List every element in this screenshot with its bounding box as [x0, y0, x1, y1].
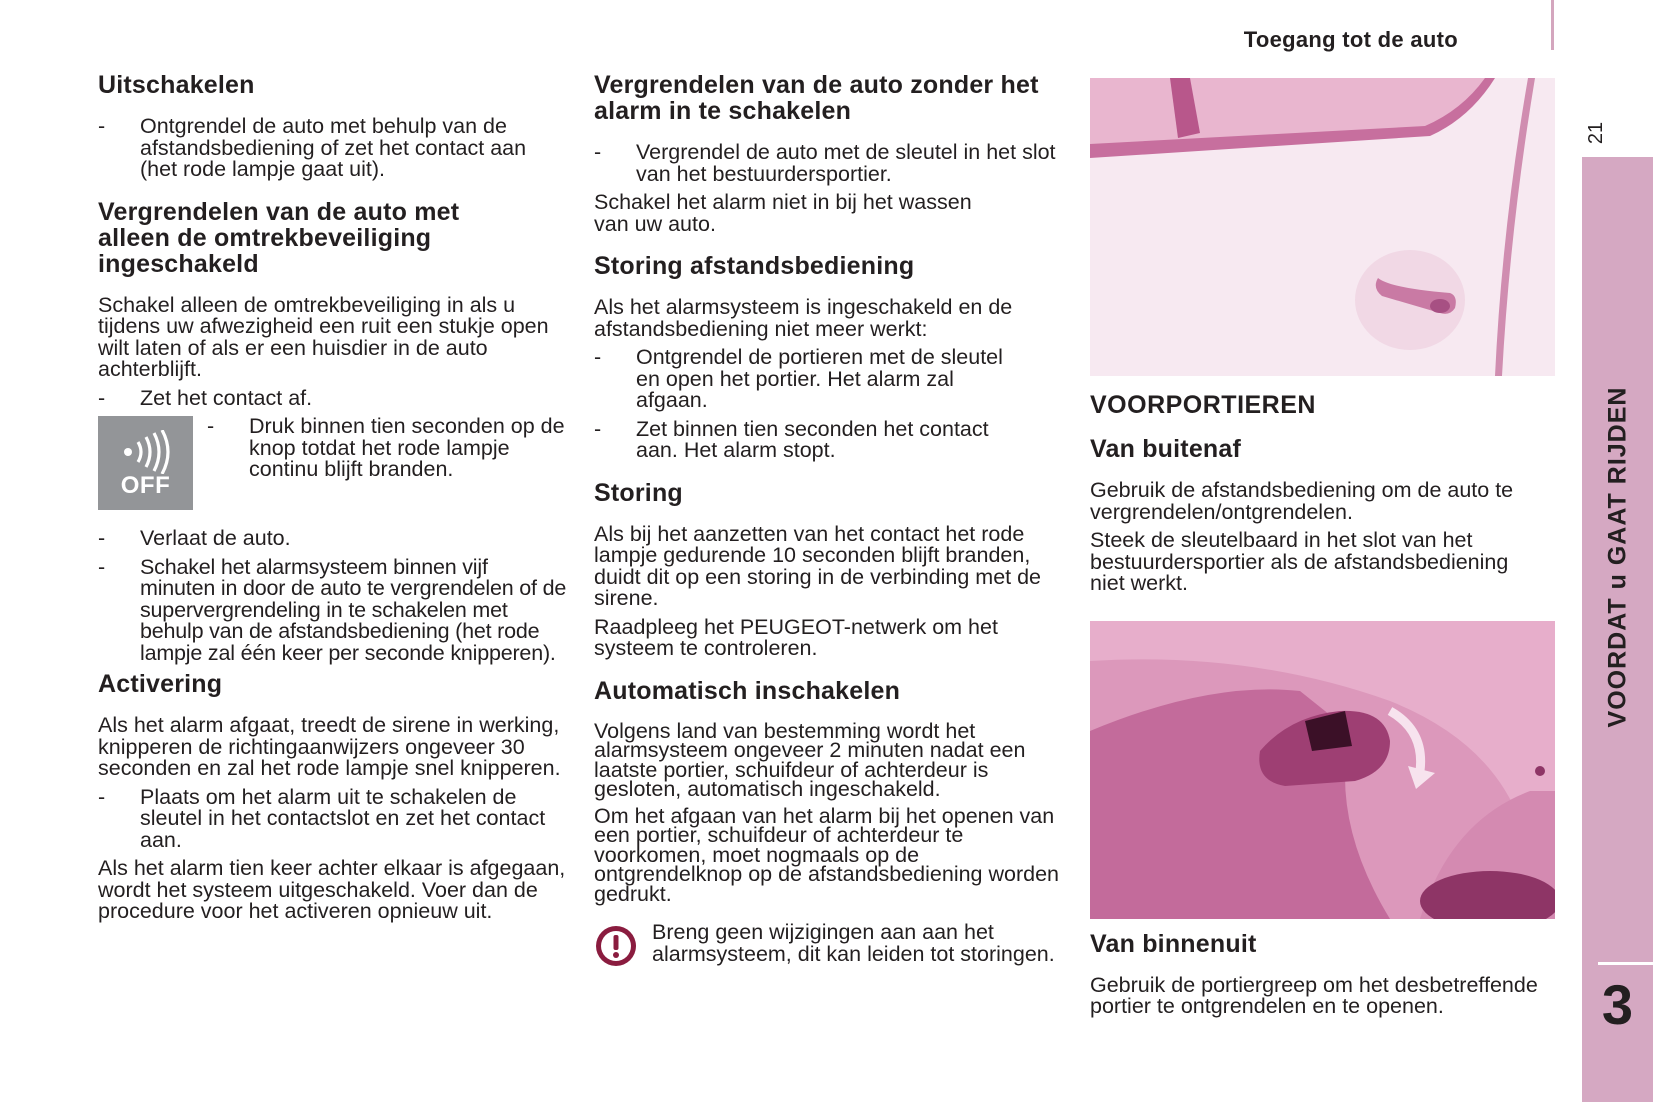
warning-text: Breng geen wijzigingen aan aan het alarmsysteem, dit kan leiden tot storingen.	[652, 920, 1055, 966]
list-item: - Plaats om het alarm uit te schakelen de sleutel in het contactslot en zet het contact aan.	[98, 784, 546, 852]
paragraph: Raadpleeg het PEUGEOT-netwerk om het systeem te controleren.	[594, 614, 998, 660]
paragraph: Als het alarm afgaat, treedt de sirene in werking, knipperen de richtingaanwijzers ongeveer 30 seconden en zal het rode lampje snel knipperen.	[98, 713, 561, 780]
heading-van-buitenaf: Van buitenaf	[1090, 435, 1242, 463]
list-item: - Vergrendel de auto met de sleutel in het slot van het bestuurdersportier.	[594, 140, 1056, 186]
header-divider	[1551, 0, 1554, 50]
paragraph: Steek de sleutelbaard in het slot van het bestuurdersportier als de afstandsbediening niet werkt.	[1090, 528, 1509, 595]
heading-van-binnenuit: Van binnenuit	[1090, 929, 1257, 958]
running-header: Toegang tot de auto	[1243, 27, 1458, 52]
paragraph: Schakel het alarm niet in bij het wassen van uw auto.	[594, 190, 972, 236]
list-item: - Druk binnen tien seconden op de knop totdat het rode lampje continu blijft branden.	[207, 414, 565, 481]
heading-storing-afstandsbediening: Storing afstandsbediening	[594, 252, 915, 280]
paragraph: Als het alarmsysteem is ingeschakeld en de afstandsbediening niet meer werkt:	[594, 295, 1013, 341]
heading-activering: Activering	[98, 670, 223, 698]
list-item: - Verlaat de auto.	[98, 526, 291, 550]
paragraph: Gebruik de afstandsbediening om de auto te vergrendelen/ontgrendelen.	[1090, 478, 1514, 524]
list-item: - Ontgrendel de auto met behulp van de afstandsbediening of zet het contact aan (het rode lampje gaat uit).	[98, 114, 527, 181]
off-label: OFF	[120, 472, 171, 499]
heading-automatisch-inschakelen: Automatisch inschakelen	[594, 676, 901, 705]
off-instruction	[98, 416, 568, 510]
heading-uitschakelen: Uitschakelen	[98, 71, 255, 99]
warning-note	[594, 922, 1064, 968]
door-interior-illustration	[1090, 621, 1555, 919]
door-exterior-illustration	[1090, 78, 1555, 376]
column-middle	[594, 72, 1064, 968]
paragraph: Volgens land van bestemming wordt het alarmsysteem ongeveer 2 minuten nadat een laatste portier, schuifdeur of achterdeur is gesloten, automatisch ingeschakeld.	[594, 718, 1026, 801]
heading-zonder-alarm: Vergrendelen van de auto zonder het alarm in te schakelen	[594, 71, 1039, 125]
chapter-title: VOORDAT u GAAT RIJDEN	[1603, 386, 1631, 728]
chapter-tab-divider	[1598, 962, 1653, 965]
heading-omtrekbeveiliging: Vergrendelen van de auto met alleen de omtrekbeveiliging ingeschakeld	[98, 197, 460, 278]
heading-voorportieren: VOORPORTIEREN	[1090, 391, 1316, 419]
paragraph: Als het alarm tien keer achter elkaar is afgegaan, wordt het systeem uitgeschakeld. Voer dan de procedure voor het activeren opnieuw uit.	[98, 856, 566, 923]
heading-storing: Storing	[594, 478, 683, 507]
page-number: 21	[1585, 121, 1607, 145]
column-right	[1090, 78, 1555, 1018]
list-item: - Ontgrendel de portieren met de sleutel en open het portier. Het alarm zal afgaan.	[594, 345, 1003, 412]
chapter-number: 3	[1601, 973, 1634, 1036]
paragraph: Als bij het aanzetten van het contact het rode lampje gedurende 10 seconden blijft branden, duidt dit op een storing in de verbinding met de sirene.	[594, 521, 1042, 610]
column-left	[98, 72, 568, 923]
chapter-tab	[1582, 157, 1653, 1102]
warning-icon	[594, 924, 638, 968]
alarm-off-button-icon	[98, 416, 193, 510]
list-item: - Zet binnen tien seconden het contact aan. Het alarm stopt.	[594, 416, 989, 462]
list-item: - Zet het contact af.	[98, 385, 313, 410]
paragraph: Gebruik de portiergreep om het desbetreffende portier te ontgrendelen en te openen.	[1090, 972, 1538, 1018]
list-item: - Schakel het alarmsysteem binnen vijf minuten in door de auto te vergrendelen of de supervergrendeling in te schakelen met behulp van de afstandsbediening (het rode lampje zal één keer per seconde knipperen).	[98, 554, 567, 665]
paragraph: Schakel alleen de omtrekbeveiliging in als u tijdens uw afwezigheid een ruit een stukje open wilt laten of als er een huisdier in de auto achterblijft.	[98, 292, 549, 381]
paragraph: Om het afgaan van het alarm bij het openen van een portier, schuifdeur of achterdeur te voorkomen, moet nogmaals op de ontgrendelknop op de afstandsbediening worden gedrukt.	[594, 803, 1060, 906]
